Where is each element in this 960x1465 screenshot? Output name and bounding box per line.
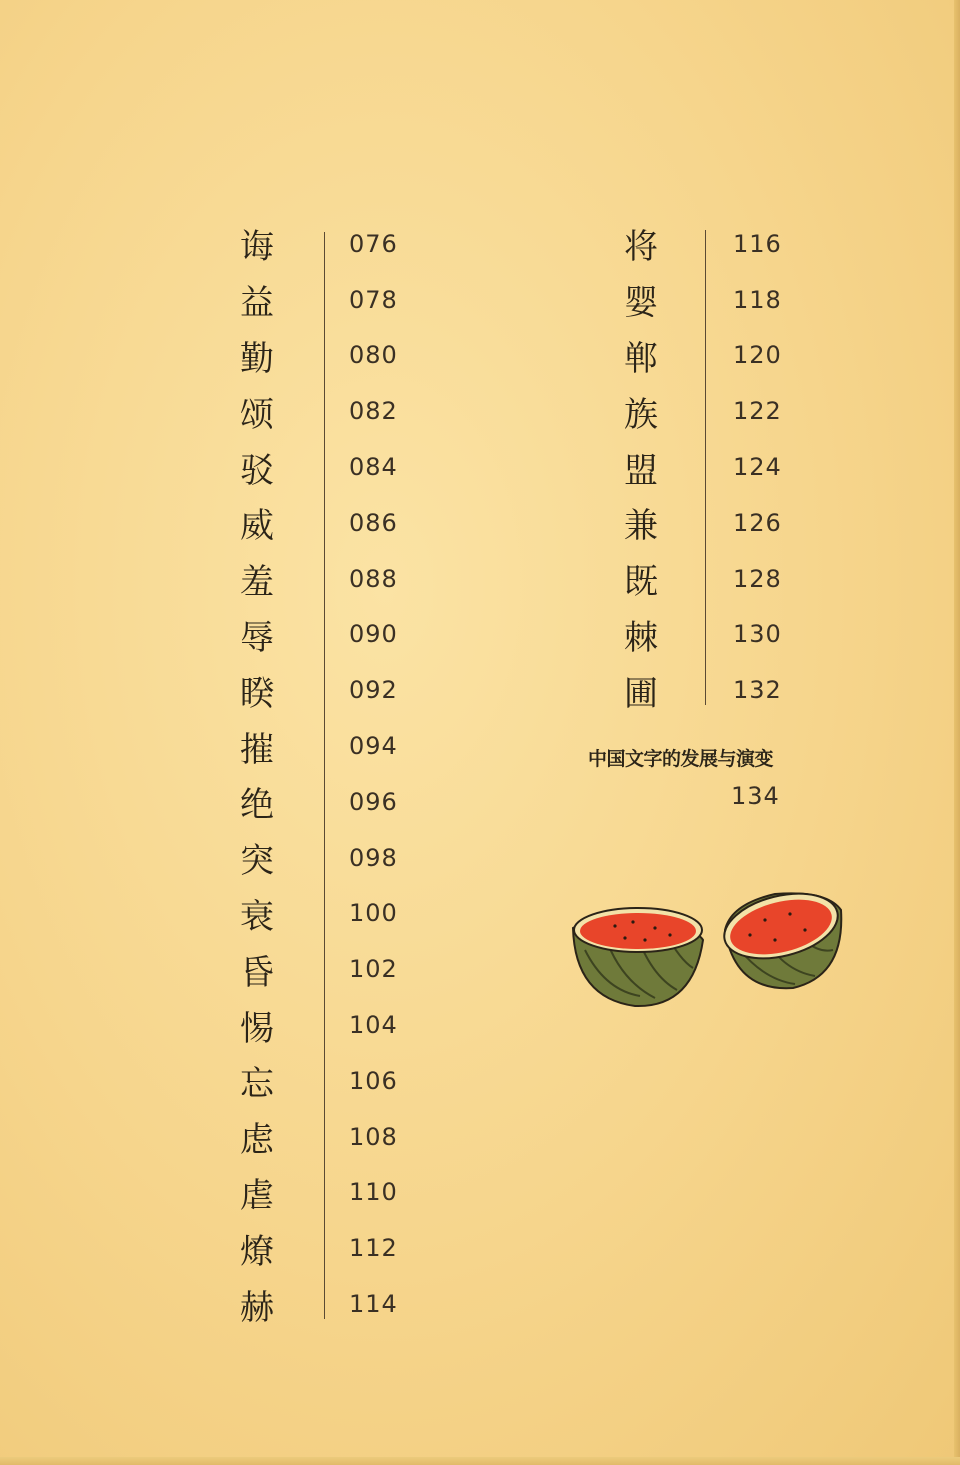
entry-page-number: 114 (349, 1290, 398, 1319)
entry-character: 棘 (624, 617, 658, 658)
entry-character: 惕 (240, 1008, 274, 1049)
entry-page-number: 078 (349, 285, 398, 314)
toc-entry[interactable] (190, 830, 398, 886)
entry-character: 虐 (240, 1175, 274, 1216)
entry-character: 突 (240, 841, 274, 882)
toc-entry[interactable] (190, 1220, 398, 1276)
toc-entry[interactable] (190, 997, 398, 1053)
toc-entry[interactable] (190, 1165, 398, 1221)
entry-character: 既 (624, 562, 658, 603)
entry-page-number: 102 (349, 955, 398, 984)
toc-entry[interactable] (190, 774, 398, 830)
toc-entry[interactable] (190, 1053, 398, 1109)
entry-character: 羞 (240, 562, 274, 603)
entry-character: 绝 (240, 785, 274, 826)
entry-character: 益 (240, 283, 274, 324)
toc-entry[interactable] (190, 1109, 398, 1165)
toc-entry[interactable] (574, 272, 782, 328)
toc-entry[interactable] (190, 383, 398, 439)
entry-character: 郸 (624, 338, 658, 379)
toc-entry[interactable] (190, 216, 398, 272)
entry-page-number: 084 (349, 453, 398, 482)
entry-character: 驳 (240, 450, 274, 491)
entry-character: 颂 (240, 394, 274, 435)
toc-entry[interactable] (190, 439, 398, 495)
page-edge-right (954, 0, 960, 1465)
toc-entry[interactable] (190, 272, 398, 328)
entry-page-number: 092 (349, 676, 398, 705)
toc-entry[interactable] (574, 495, 782, 551)
entry-page-number: 116 (733, 229, 782, 258)
entry-page-number: 076 (349, 229, 398, 258)
entry-page-number: 090 (349, 620, 398, 649)
entry-page-number: 132 (733, 676, 782, 705)
page-edge-bottom (0, 1457, 960, 1465)
toc-entry[interactable] (190, 1276, 398, 1332)
entry-character: 赫 (240, 1287, 274, 1328)
entry-character: 将 (624, 227, 658, 268)
entry-page-number: 108 (349, 1122, 398, 1151)
entry-character: 婴 (624, 283, 658, 324)
toc-entry[interactable] (574, 383, 782, 439)
watermelon-right-half (717, 883, 844, 988)
entry-character: 睽 (240, 673, 274, 714)
entry-character: 忘 (240, 1064, 274, 1105)
toc-entry[interactable] (190, 551, 398, 607)
entry-character: 诲 (240, 227, 274, 268)
toc-right-column (574, 216, 782, 718)
watermelon-left-half (573, 908, 703, 1006)
toc-entry[interactable] (574, 662, 782, 718)
entry-character: 虑 (240, 1120, 274, 1161)
toc-entry[interactable] (574, 328, 782, 384)
entry-page-number: 088 (349, 564, 398, 593)
entry-character: 摧 (240, 729, 274, 770)
entry-character: 盟 (624, 450, 658, 491)
entry-character: 衰 (240, 896, 274, 937)
entry-character: 勤 (240, 338, 274, 379)
entry-page-number: 098 (349, 843, 398, 872)
entry-page-number: 110 (349, 1178, 398, 1207)
toc-entry[interactable] (190, 495, 398, 551)
entry-character: 族 (624, 394, 658, 435)
entry-page-number: 128 (733, 564, 782, 593)
entry-page-number: 082 (349, 397, 398, 426)
appendix-page-number: 134 (731, 782, 780, 810)
entry-page-number: 094 (349, 732, 398, 761)
entry-page-number: 106 (349, 1066, 398, 1095)
toc-entry[interactable] (574, 439, 782, 495)
entry-page-number: 112 (349, 1234, 398, 1263)
entry-page-number: 080 (349, 341, 398, 370)
toc-entry[interactable] (190, 886, 398, 942)
entry-character: 圃 (624, 673, 658, 714)
toc-entry[interactable] (190, 607, 398, 663)
entry-character: 辱 (240, 617, 274, 658)
entry-page-number: 104 (349, 1011, 398, 1040)
appendix-title[interactable]: 中国文字的发展与演变 (588, 748, 774, 770)
entry-page-number: 096 (349, 787, 398, 816)
watermelon-halves-icon (565, 880, 855, 1020)
toc-entry[interactable] (190, 718, 398, 774)
entry-page-number: 122 (733, 397, 782, 426)
entry-character: 威 (240, 506, 274, 547)
toc-entry[interactable] (574, 216, 782, 272)
entry-page-number: 120 (733, 341, 782, 370)
toc-entry[interactable] (574, 551, 782, 607)
entry-page-number: 086 (349, 508, 398, 537)
entry-page-number: 100 (349, 899, 398, 928)
entry-page-number: 126 (733, 508, 782, 537)
entry-page-number: 124 (733, 453, 782, 482)
entry-character: 兼 (624, 506, 658, 547)
toc-entry[interactable] (190, 662, 398, 718)
entry-page-number: 118 (733, 285, 782, 314)
entry-character: 燎 (240, 1231, 274, 1272)
toc-entry[interactable] (190, 941, 398, 997)
entry-page-number: 130 (733, 620, 782, 649)
entry-character: 昏 (240, 952, 274, 993)
toc-entry[interactable] (574, 607, 782, 663)
right-column-divider (705, 230, 706, 705)
toc-entry[interactable] (190, 328, 398, 384)
toc-left-column (190, 216, 398, 1332)
left-column-divider (324, 232, 325, 1319)
